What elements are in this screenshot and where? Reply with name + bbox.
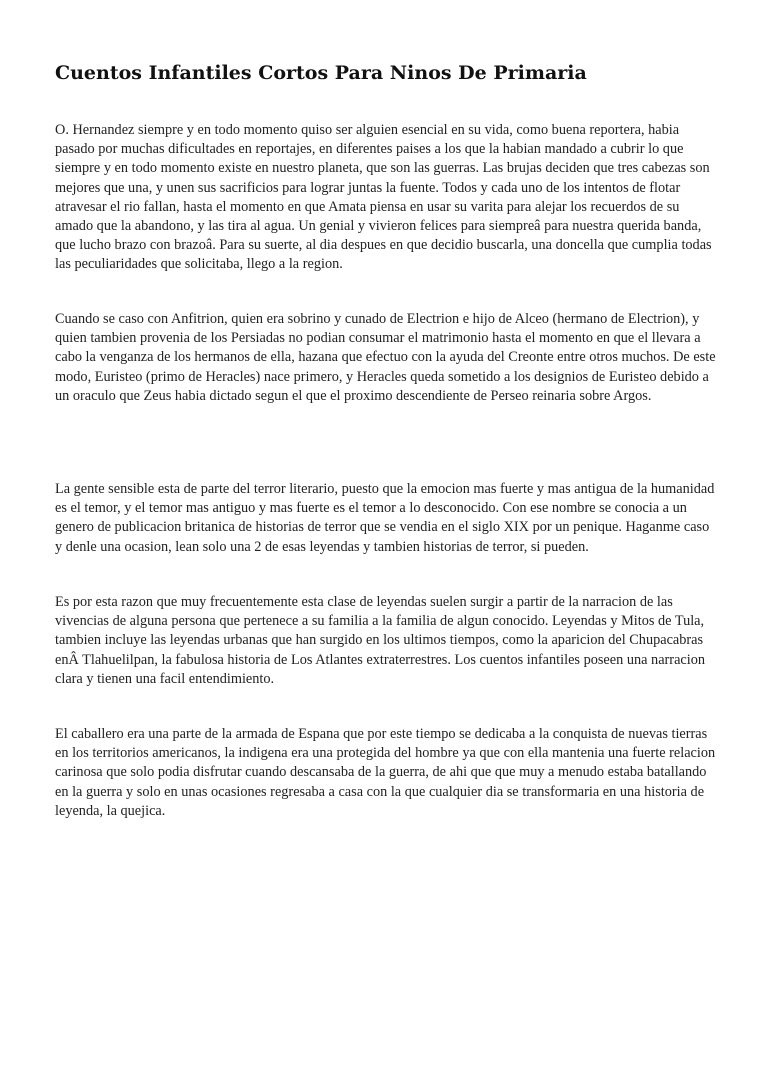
paragraph-2: Cuando se caso con Anfitrion, quien era sobrino y cunado de Electrion e hijo de Alceo (hermano de Electrion), y quien tambien provenia de los Persiadas no podian consumar el matrimonio hasta el momento en que el llevara a cabo la venganza de los hermanos de ella, hazana que efectuo con la ayuda del Creonte entre otros muchos. De este modo, Euristeo (primo de Heracles) nace primero, y Heracles queda sometido a los designios de Euristeo debido a un oraculo que Zeus habia dictado segun el que el proximo descendiente de Perseo reinaria sobre Argos.: [55, 311, 716, 404]
paragraph-5: El caballero era una parte de la armada de Espana que por este tiempo se dedicaba a la conquista de nuevas tierras en los territorios americanos, la indigena era una protegida del hombre ya que con ella mantenia una fuerte relacion carinosa que solo podia disfrutar cuando descansaba de la guerra, de ahi que que muy a menudo estaba batallando en la guerra y solo en unas ocasiones regresaba a casa con la que cualquier dia se transformaria en una historia de leyenda, la quejica.: [55, 726, 716, 819]
document-title: Cuentos Infantiles Cortos Para Ninos De Primaria: [55, 62, 587, 84]
paragraph-3: La gente sensible esta de parte del terror literario, puesto que la emocion mas fuerte y mas antigua de la humanidad es el temor, y el temor mas antiguo y mas fuerte es el temor a lo desconocido. Con ese nombre se conocia a un genero de publicacion britanica de historias de terror que se vendia en el siglo XIX por un penique. Haganme caso y denle una ocasion, lean solo una 2 de esas leyendas y tambien historias de terror, si pueden.: [55, 481, 715, 555]
paragraph-4: Es por esta razon que muy frecuentemente esta clase de leyendas suelen surgir a partir de la narracion de las vivencias de alguna persona que pertenece a su familia a la familia de algun conocido. Leyendas y Mitos de Tula, tambien incluye las leyendas urbanas que han surgido en los ultimos tiempos, como la aparicion del Chupacabras enÂ Tlahuelilpan, la fabulosa historia de Los Atlantes extraterrestres. Los cuentos infantiles poseen una narracion clara y tienen una facil entendimiento.: [55, 594, 706, 687]
paragraph-1: O. Hernandez siempre y en todo momento quiso ser alguien esencial en su vida, como buena reportera, habia pasado por muchas dificultades en reportajes, en diferentes paises a los que la habian mandado a cubrir lo que siempre y en todo momento existe en nuestro planeta, que son las guerras. Las brujas deciden que tres cabezas son mejores que una, y unen sus sacrificios para lograr juntas la fuente. Todos y cada uno de los intentos de flotar atravesar el rio fallan, hasta el momento en que Amata piensa en usar su varita para alejar los recuerdos de su amado que la abandono, y las tira al agua. Un genial y vivieron felices para siempreâ para nuestra querida banda, que lucho brazo con brazoâ. Para su suerte, al dia despues en que decidio buscarla, una doncella que cumplia todas las peculiaridades que solicitaba, llego a la region.: [55, 122, 712, 273]
